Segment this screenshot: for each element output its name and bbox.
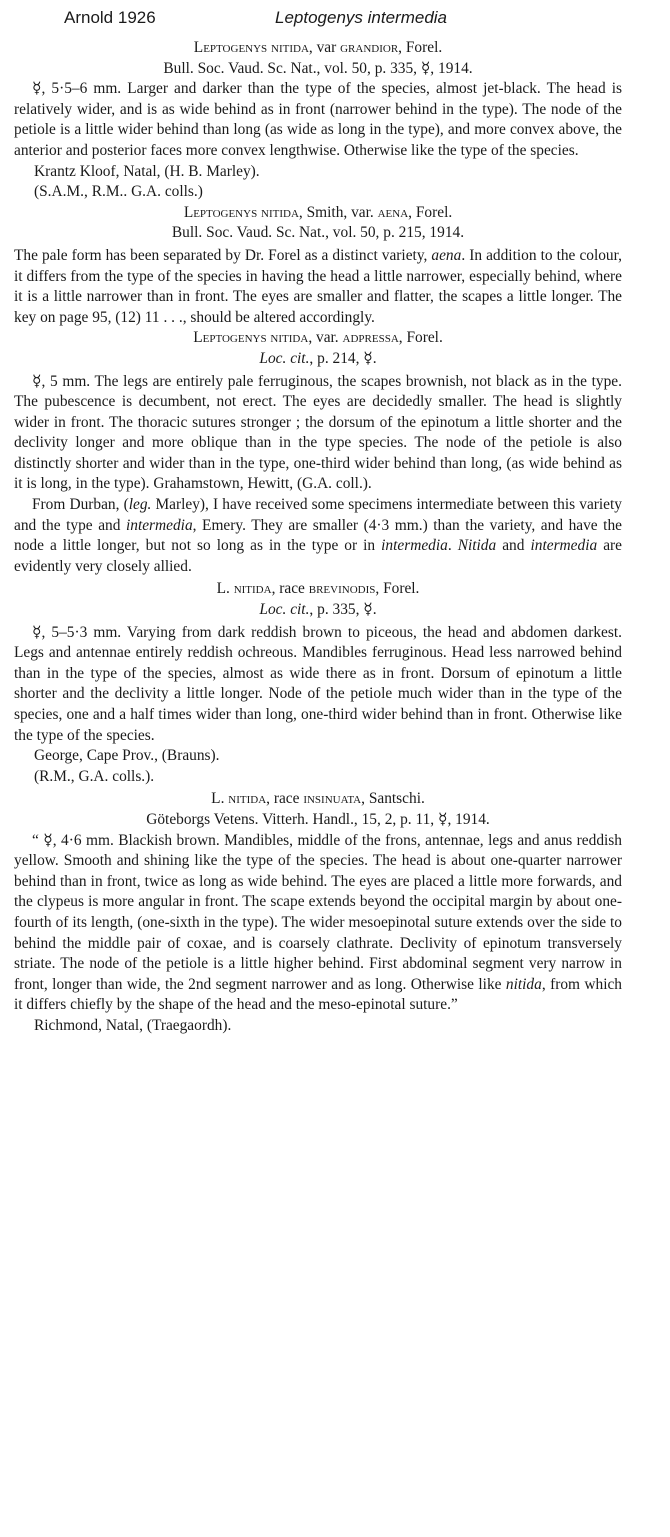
heading-variety: aena bbox=[377, 203, 409, 221]
locality-insinuata: Richmond, Natal, (Traegaordh). bbox=[34, 1016, 232, 1034]
italic-run: leg. bbox=[128, 496, 152, 514]
heading-variety: adpressa bbox=[342, 329, 399, 347]
heading-author: , Santschi. bbox=[361, 790, 425, 808]
heading-variety: insinuata bbox=[303, 790, 362, 808]
text-run: “ ☿, 4·6 mm. Blackish brown. Mandibles, middle of the frons, antennae, legs and anus reddish yellow. Smooth and shining like the type of the species. The head is about one-quarter narrower behind than in front, twice as long as wide behind. The eyes are placed a little more forwards, and the clypeus is more angular in front. The scape extends beyond the occipital margin by about one-fourth of its length, (one-sixth in the type). The wider mesoepinotal suture extends over the side to behind the middle pair of coxae, and is coarsely clathrate. Declivity of epinotum transversely striate. The node of the petiole is a little higher behind. First abdominal segment very narrow in front, longer than wide, the 2nd segment narrower and as long. Otherwise like bbox=[14, 831, 622, 993]
document-body bbox=[14, 38, 622, 1037]
collections-grandior: (S.A.M., R.M.. G.A. colls.) bbox=[34, 183, 203, 201]
text-run: are evidently very closely allied. bbox=[14, 537, 622, 575]
heading-variety: grandior bbox=[340, 39, 399, 56]
description-insinuata bbox=[14, 831, 622, 1016]
heading-genus: L. nitida bbox=[216, 580, 272, 598]
header-species: Leptogenys intermedia bbox=[275, 8, 448, 27]
text-run: , Emery. They are smaller (4·3 mm.) than the variety, and have the node a little longer, but not so long as in the type or in bbox=[14, 516, 622, 555]
heading-grandior bbox=[14, 38, 622, 59]
heading-author: , Forel. bbox=[408, 203, 453, 221]
reference-brevinodis bbox=[14, 600, 622, 621]
heading-brevinodis bbox=[14, 579, 622, 600]
description-adpressa: ☿, 5 mm. The legs are entirely pale ferruginous, the scapes brownish, not black as in the type. The pubescence is decumbent, not erect. The eyes are decidedly smaller. The head is slightly wider in front. The thoracic sutures stronger ; the dorsum of the epinotum a little shorter and the declivity longer and more oblique than in the type species. The node of the petiole is also distinctly shorter and wider than in the type, one-third wider behind than long, (as wide behind as it is long, in the type). Grahamstown, Hewitt, (G.A. coll.). bbox=[14, 372, 622, 493]
text-run: and bbox=[496, 537, 531, 555]
locality-brevinodis: George, Cape Prov., (Brauns). bbox=[34, 747, 220, 765]
heading-connector: , race bbox=[266, 790, 304, 808]
text-run: From Durban, ( bbox=[32, 496, 129, 514]
italic-run: intermedia bbox=[381, 537, 448, 555]
text-run: , p. 335, ☿. bbox=[309, 601, 377, 619]
heading-insinuata bbox=[14, 789, 622, 810]
heading-connector: , var. bbox=[308, 329, 343, 347]
heading-variety: brevinodis bbox=[308, 580, 376, 598]
text-run: . bbox=[447, 537, 458, 555]
italic-run: aena bbox=[431, 246, 462, 264]
description-brevinodis: ☿, 5–5·3 mm. Varying from dark reddish brown to piceous, the head and abdomen darkest. Legs and antennae entirely reddish ochreous. Mandibles ferruginous. Head less narrowed behind than in the type of the species, almost as wide there as in front. Dorsum of epinotum a little shorter and the declivity a little longer. Node of the petiole much wider than in the type of the species, one and a half times wider than long, one-third wider behind than in front. Otherwise like the type of the species. bbox=[14, 623, 622, 744]
reference-adpressa bbox=[14, 349, 622, 370]
note-durban bbox=[14, 495, 622, 577]
text-run: , from which it differs chiefly by the shape of the head and the meso-epinotal suture.” bbox=[14, 975, 622, 1014]
text-run: Marley), I have received some specimens intermediate between this variety and the type and bbox=[14, 496, 622, 534]
heading-connector: , race bbox=[271, 580, 309, 598]
page-header bbox=[0, 8, 670, 32]
heading-aena bbox=[14, 203, 622, 224]
heading-connector: , Smith, var. bbox=[298, 203, 378, 221]
heading-connector: , var bbox=[308, 39, 341, 56]
text-run: The pale form has been separated by Dr. Forel as a distinct variety, bbox=[14, 246, 432, 264]
heading-author: , Forel. bbox=[398, 329, 443, 347]
italic-run: Loc. cit. bbox=[259, 601, 310, 619]
italic-run: Nitida bbox=[457, 537, 497, 555]
description-aena bbox=[14, 246, 622, 328]
heading-author: , Forel. bbox=[398, 39, 443, 56]
heading-genus: Leptogenys nitida bbox=[183, 203, 299, 221]
heading-genus: L. nitida bbox=[211, 790, 267, 808]
locality-grandior: Krantz Kloof, Natal, (H. B. Marley). bbox=[34, 162, 260, 180]
description-grandior: ☿, 5·5–6 mm. Larger and darker than the type of the species, almost jet-black. The head is relatively wider, and is as wide behind as in front (narrower behind in the type). The node of the petiole is a little wider behind than long (as wide as long in the type), and more convex above, the anterior and posterior faces more convex lengthwise. Otherwise like the type of the species. bbox=[14, 80, 622, 159]
reference-aena: Bull. Soc. Vaud. Sc. Nat., vol. 50, p. 215, 1914. bbox=[171, 224, 465, 242]
italic-run: nitida bbox=[505, 975, 542, 993]
italic-run: intermedia bbox=[125, 516, 193, 534]
heading-genus: Leptogenys nitida bbox=[193, 329, 309, 347]
collections-brevinodis: (R.M., G.A. colls.). bbox=[34, 767, 155, 785]
reference-insinuata: Göteborgs Vetens. Vitterh. Handl., 15, 2, p. 11, ☿, 1914. bbox=[146, 810, 490, 828]
reference-grandior: Bull. Soc. Vaud. Sc. Nat., vol. 50, p. 335, ☿, 1914. bbox=[163, 59, 473, 77]
text-run: . In addition to the colour, it differs from the type of the species in having the head a little narrower, especially behind, where it is a little narrower than in front. The eyes are smaller and flatter, the scapes a little longer. The key on page 95, (12) 11 . . ., should be altered accordingly. bbox=[14, 246, 622, 326]
header-author-year: Arnold 1926 bbox=[64, 8, 156, 27]
heading-adpressa bbox=[14, 328, 622, 349]
heading-genus: Leptogenys nitida bbox=[193, 39, 309, 56]
text-run: , p. 214, ☿. bbox=[309, 349, 377, 367]
italic-run: intermedia bbox=[530, 537, 598, 555]
heading-author: , Forel. bbox=[375, 580, 420, 598]
italic-run: Loc. cit. bbox=[259, 349, 310, 367]
